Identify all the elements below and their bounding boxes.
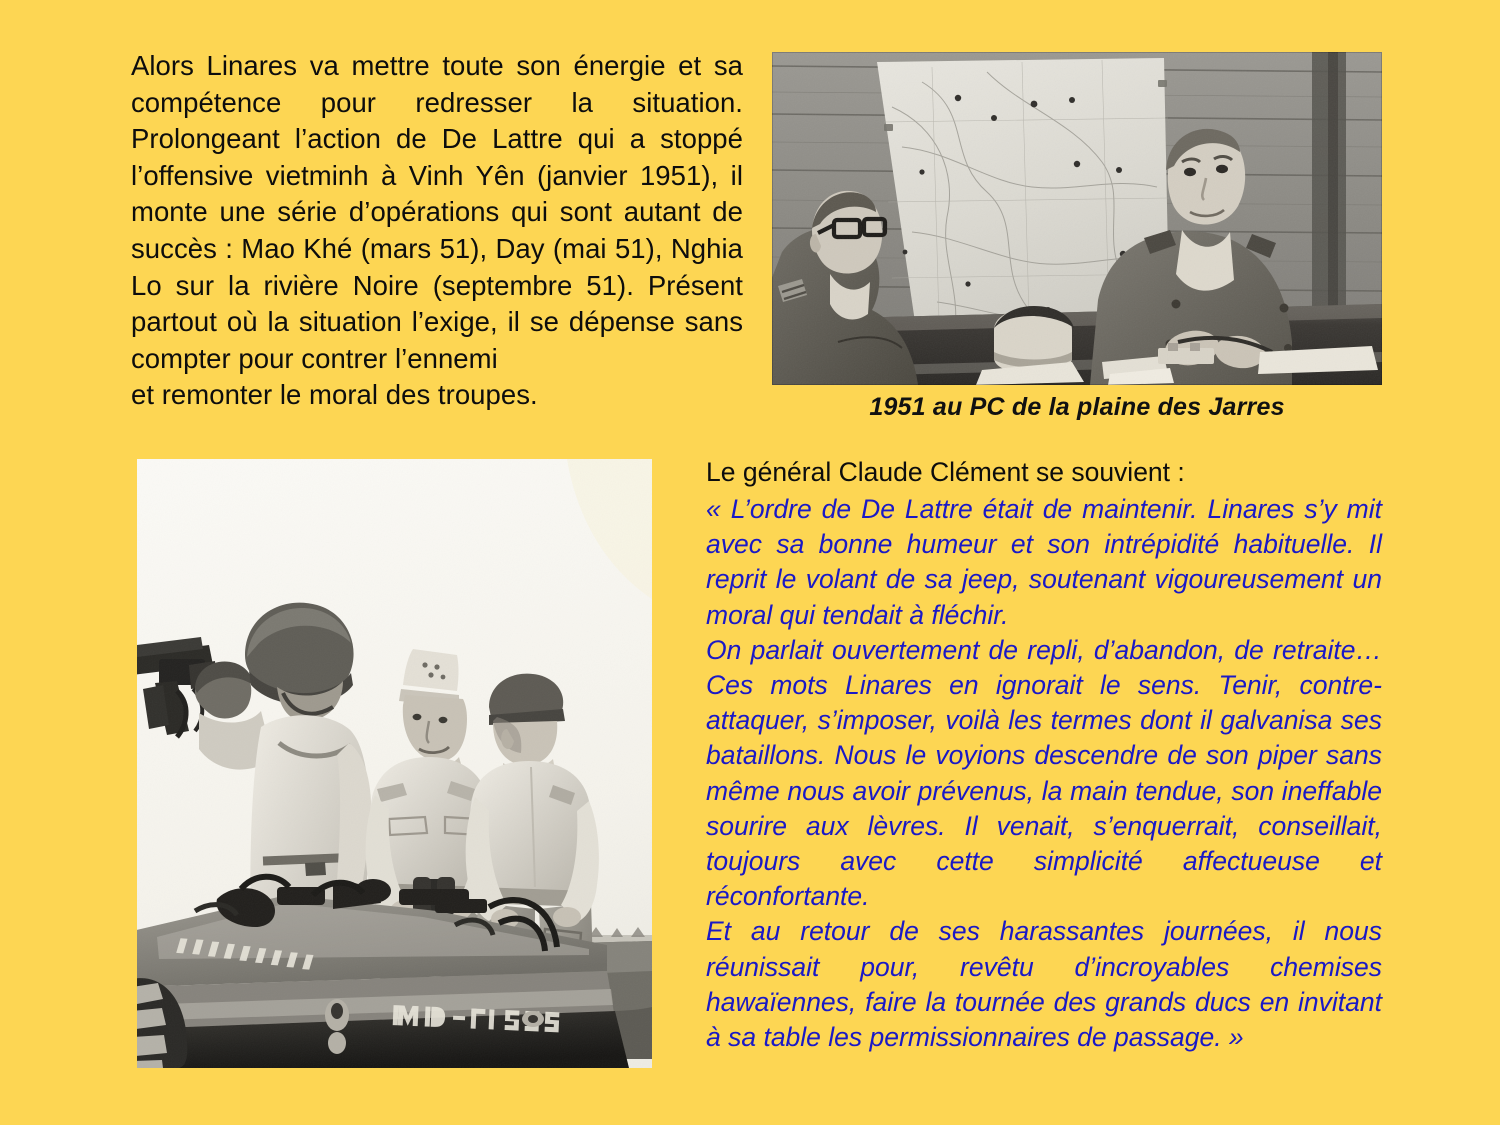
testimony-lead: Le général Claude Clément se souvient : [706, 457, 1185, 487]
photo-command-post-image [772, 52, 1382, 385]
intro-paragraph [131, 48, 743, 414]
photo-command-post [772, 52, 1382, 385]
testimony-quote-paragraph-3: Et au retour de ses harassantes journées, il nous réunissait pour, revêtu d’incroyables chemises hawaïennes, faire la tournée des grands ducs en invitant à sa table les permissionnaires de passage. » [706, 916, 1382, 1053]
photo-armored-vehicle [137, 459, 652, 1068]
testimony-quote-paragraph-1: « L’ordre de De Lattre était de maintenir. Linares s’y mit avec sa bonne humeur et son intrépidité habituelle. Il reprit le volant de sa jeep, soutenant vigoureusement un moral qui tendait à fléchir. [706, 494, 1382, 630]
photo-command-post-caption: 1951 au PC de la plaine des Jarres [869, 393, 1285, 421]
testimony-block [706, 455, 1382, 1055]
testimony-quote-paragraph-2: On parlait ouvertement de repli, d’abandon, de retraite… Ces mots Linares en ignorait le sens. Tenir, contre-attaquer, s’imposer, voilà les termes dont il galvanisa ses bataillons. Nous le voyions descendre de son piper sans même nous avoir prévenus, la main tendue, son ineffable sourire aux lèvres. Il venait, s’enquerrait, conseillait, toujours avec cette simplicité affectueuse et réconfortante. [706, 634, 1382, 912]
intro-paragraph-body: Alors Linares va mettre toute son énergie et sa compétence pour redresser la situation. Prolongeant l’action de De Lattre qui a stoppé l’offensive vietminh à Vinh Yên (janvier 1951), il monte une série d’opérations qui sont autant de succès : Mao Khé (mars 51), Day (mai 51), Nghia Lo sur la rivière Noire (septembre 51). Présent partout où la situation l’exige, il se dépense sans compter pour contrer l’ennemi [131, 50, 743, 374]
testimony-quote [706, 492, 1382, 1055]
photo-armored-vehicle-image [137, 459, 652, 1068]
intro-paragraph-tail: et remonter le moral des troupes. [131, 379, 538, 411]
